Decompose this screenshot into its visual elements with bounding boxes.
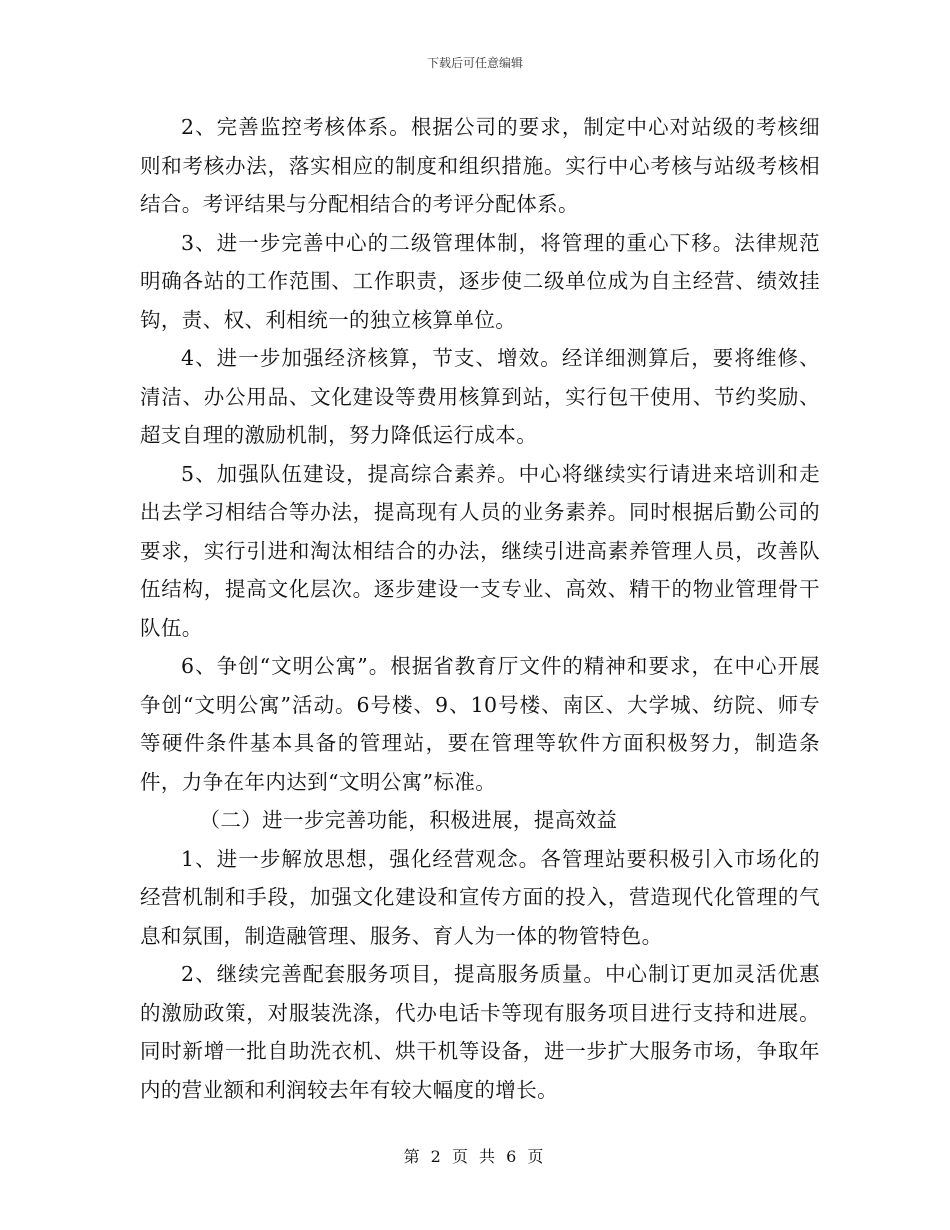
document-body — [140, 108, 820, 1109]
paragraph-item-3-management: 3、进一步完善中心的二级管理体制，将管理的重心下移。法律规范明确各站的工作范围、工作职责，逐步使二级单位成为自主经营、绩效挂钩，责、权、利相统一的独立核算单位。 — [140, 230, 820, 332]
paragraph-item-5-team: 5、加强队伍建设，提高综合素养。中心将继续实行请进来培训和走出去学习相结合等办法，提高现有人员的业务素养。同时根据后勤公司的要求，实行引进和淘汰相结合的办法，继续引进高素养管理人员，改善队伍结构，提高文化层次。逐步建设一支专业、高效、精干的物业管理骨干队伍。 — [140, 461, 820, 640]
paragraph-item-4-accounting: 4、进一步加强经济核算，节支、增效。经详细测算后，要将维修、清洁、办公用品、文化建设等费用核算到站，实行包干使用、节约奖励、超支自理的激励机制，努力降低运行成本。 — [140, 346, 820, 447]
section-heading: （二）进一步完善功能，积极进展，提高效益 — [199, 808, 618, 832]
page-indicator: 第 2 页 共 6 页 — [403, 1147, 547, 1166]
paragraph-item-2-services: 2、继续完善配套服务项目，提高服务质量。中心制订更加灵活优惠的激励政策，对服装洗涤，代办电话卡等现有服务项目进行支持和进展。同时新增一批自助洗衣机、烘干机等设备，进一步扩大服务市场，争取年内的营业额和利润较去年有较大幅度的增长。 — [140, 962, 820, 1102]
paragraph-item-6-civilized-apartment: 6、争创“文明公寓”。根据省教育厅文件的精神和要求，在中心开展争创“文明公寓”活动。6号楼、9、10号楼、南区、大学城、纺院、师专等硬件条件基本具备的管理站，要在管理等软件方面积极努力，制造条件，力争在年内达到“文明公寓”标准。 — [140, 654, 820, 794]
paragraph-item-2-assessment: 2、完善监控考核体系。根据公司的要求，制定中心对站级的考核细则和考核办法，落实相应的制度和组织措施。实行中心考核与站级考核相结合。考评结果与分配相结合的考评分配体系。 — [140, 115, 820, 216]
header-note: 下载后可任意编辑 — [426, 56, 523, 70]
paragraph-item-1-operations: 1、进一步解放思想，强化经营观念。各管理站要积极引入市场化的经营机制和手段，加强文化建设和宣传方面的投入，营造现代化管理的气息和氛围，制造融管理、服务、育人为一体的物管特色。 — [140, 846, 820, 948]
